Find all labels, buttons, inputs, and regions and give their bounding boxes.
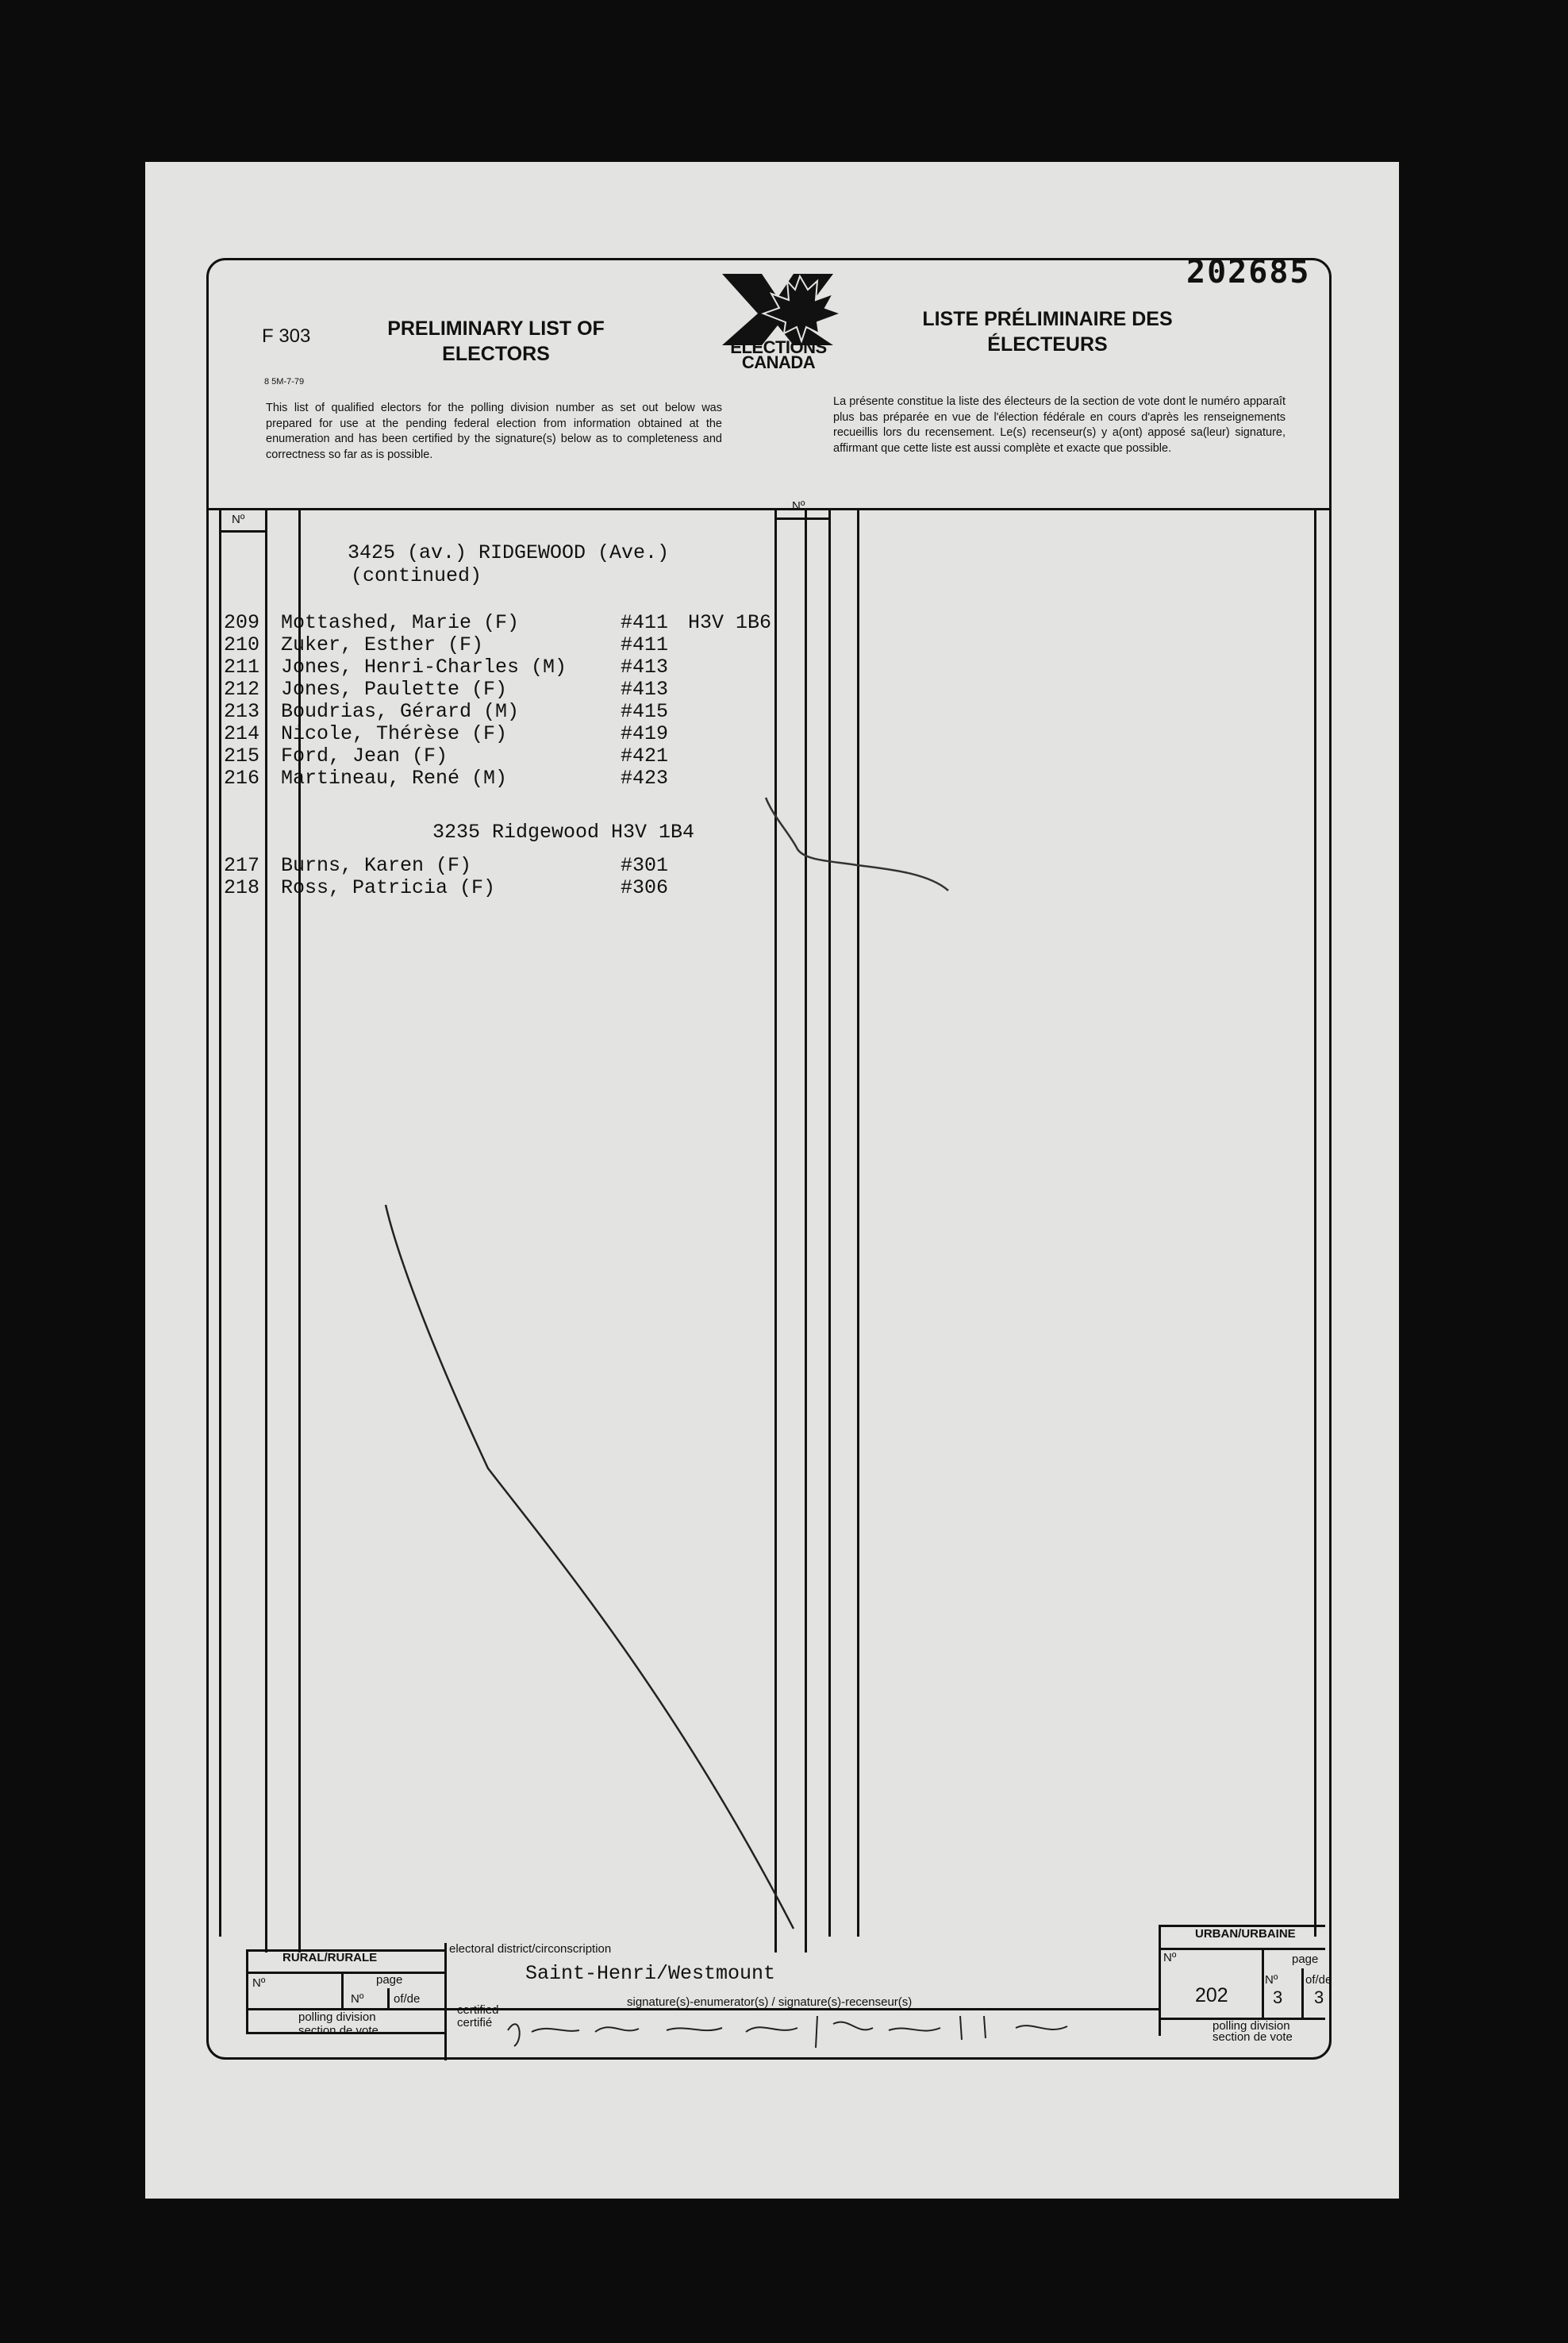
elector-name: Mottashed, Marie (F) — [281, 611, 520, 634]
elector-number: 210 — [224, 633, 260, 656]
elector-apartment: #419 — [621, 722, 669, 745]
urban-polling-label-fr: section de vote — [1213, 2030, 1293, 2044]
elector-name: Zuker, Esther (F) — [281, 633, 484, 656]
elector-number: 209 — [224, 611, 260, 634]
elector-number: 217 — [224, 854, 260, 877]
logo-text-line-2: CANADA — [741, 352, 816, 372]
elector-name: Nicole, Thérèse (F) — [281, 722, 508, 745]
elector-apartment: #413 — [621, 678, 669, 701]
rural-polling-label: polling division — [298, 2010, 376, 2024]
footer-rule — [1301, 1968, 1304, 2018]
elector-name: Boudrias, Gérard (M) — [281, 700, 520, 723]
footer-rule — [1159, 1925, 1161, 2036]
footer-rule — [444, 1943, 447, 2060]
elector-name: Ross, Patricia (F) — [281, 876, 496, 899]
elector-name: Jones, Henri-Charles (M) — [281, 656, 567, 679]
print-code: 8 5M-7-79 — [264, 377, 305, 387]
intro-french: La présente constitue la liste des électeurs de la section de vote dont le numéro apparaît plus bas préparée en vue de l'élection fédérale en cours d'après les renseignements recueillis lors du recensement. Le(s) recenseur(s) y a(ont) apposé sa(leur) signature, affirmant que cette liste est aussi complète et exacte que possible. — [833, 395, 1286, 455]
elector-apartment: #306 — [621, 876, 669, 899]
footer-rule — [246, 1949, 248, 2033]
elector-number: 214 — [224, 722, 260, 745]
rural-no-label: Nº — [252, 1976, 266, 1990]
footer-rule — [387, 1988, 390, 2008]
street-heading-continued: (continued) — [351, 564, 482, 587]
footer-rule — [246, 1972, 445, 1974]
elector-number: 213 — [224, 700, 260, 723]
serial-number: 202685 — [1186, 254, 1311, 290]
elector-apartment: #423 — [621, 767, 669, 790]
district-label: electoral district/circonscription — [449, 1942, 612, 1956]
elector-number: 216 — [224, 767, 260, 790]
footer-rule — [341, 1972, 344, 2008]
urban-page-label: page — [1292, 1952, 1319, 1966]
street-heading: 3425 (av.) RIDGEWOOD (Ave.) — [348, 541, 670, 564]
elector-apartment: #415 — [621, 700, 669, 723]
urban-page-no-label: Nº — [1265, 1973, 1278, 1987]
urban-of-value: 3 — [1314, 1987, 1324, 2007]
elector-name: Martineau, René (M) — [281, 767, 508, 790]
urban-of-label: of/de — [1305, 1973, 1332, 1987]
elector-number: 212 — [224, 678, 260, 701]
title-french: LISTE PRÉLIMINAIRE DES ÉLECTEURS — [922, 308, 1173, 356]
rural-page-label: page — [376, 1973, 403, 1987]
elector-name: Ford, Jean (F) — [281, 744, 448, 768]
rural-page-no-label: Nº — [351, 1992, 364, 2006]
rural-label: RURAL/RURALE — [282, 1951, 378, 1964]
elector-number: 211 — [224, 656, 260, 679]
elector-number: 218 — [224, 876, 260, 899]
elector-name: Burns, Karen (F) — [281, 854, 472, 877]
district-value: Saint-Henri/Westmount — [525, 1962, 776, 1985]
urban-label: URBAN/URBAINE — [1195, 1927, 1296, 1941]
form-number: F 303 — [262, 325, 311, 347]
certified-label: certified — [457, 2003, 499, 2017]
column-label-no-right: Nº — [792, 499, 805, 513]
elector-postal-code: H3V 1B6 — [688, 611, 772, 634]
elector-apartment: #411 — [621, 611, 669, 634]
column-label-no-left: Nº — [232, 513, 245, 526]
logo-text-line-1: ELECTIONS — [730, 337, 827, 357]
signature-label: signature(s)-enumerator(s) / signature(s)-recenseur(s) — [627, 1995, 913, 2009]
street-heading-2: 3235 Ridgewood H3V 1B4 — [432, 821, 695, 844]
intro-english: This list of qualified electors for the polling division number as set out below was prepared for use at the pending federal election from information obtained at the enumeration and has been certified by the signature(s) below as to completeness and correctness so far as is possible. — [266, 402, 722, 461]
urban-polling-label: polling division — [1213, 2019, 1290, 2033]
rural-of-label: of/de — [394, 1992, 421, 2006]
footer-rule — [1159, 1948, 1325, 1950]
elector-apartment: #411 — [621, 633, 669, 656]
urban-division-value: 202 — [1195, 1984, 1228, 2006]
certified-label-fr: certifié — [457, 2016, 493, 2029]
title-english: PRELIMINARY LIST OF ELECTORS — [387, 317, 605, 365]
elector-apartment: #413 — [621, 656, 669, 679]
handwritten-signature — [476, 2000, 1127, 2056]
urban-no-label: Nº — [1163, 1951, 1177, 1964]
elector-name: Jones, Paulette (F) — [281, 678, 508, 701]
elector-number: 215 — [224, 744, 260, 768]
urban-page-value: 3 — [1273, 1987, 1283, 2007]
rural-polling-label-fr: section de vote — [298, 2024, 379, 2037]
elector-apartment: #301 — [621, 854, 669, 877]
elector-apartment: #421 — [621, 744, 669, 768]
footer-rule — [1262, 1948, 1264, 2018]
